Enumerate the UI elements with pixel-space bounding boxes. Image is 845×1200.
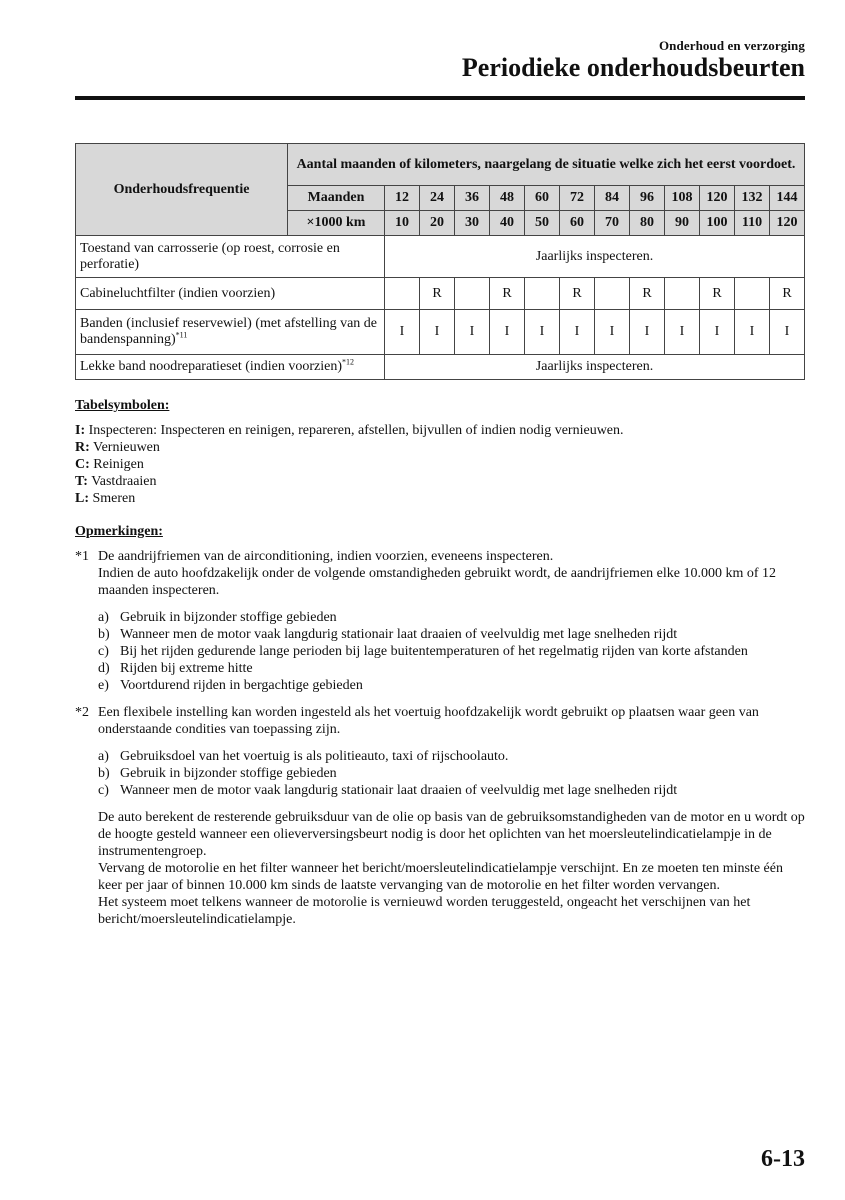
table-cell xyxy=(735,278,770,310)
row-label-banden: Banden (inclusief reservewiel) (met afstelling van de bandenspanning)$^{*11}$ xyxy=(76,310,385,355)
table-cell: I xyxy=(385,310,420,355)
months-cell: 72 xyxy=(560,186,595,211)
remark-2-para1: De auto berekent de resterende gebruiksduur van de olie op basis van de gebruiksomstandigheden van de motor en u wordt op de hoogte gesteld wanneer een olieverversingsbeurt nodig is door het oplichten van het moersleutelindicatielampje in de instrumentengroep. xyxy=(98,810,805,859)
remark-1-line2: Indien de auto hoofdzakelijk onder de volgende omstandigheden gebruikt wordt, de aandrijfriemen elke 10.000 km of 12 maanden inspecteren. xyxy=(98,566,777,598)
list-item: b) Gebruik in bijzonder stoffige gebieden xyxy=(98,766,337,781)
notes-section xyxy=(75,397,805,928)
list-item: d) Rijden bij extreme hitte xyxy=(98,661,253,676)
remark-2-line1: Een flexibele instelling kan worden ingesteld als het voertuig hoofdzakelijk wordt gebruikt op plaatsen waar geen van onderstaande condities van toepassing zijn. xyxy=(98,705,759,737)
months-cell: 24 xyxy=(420,186,455,211)
remark-2-mark: *2 xyxy=(75,705,89,720)
km-cell: 80 xyxy=(630,211,665,236)
table-cell: R xyxy=(700,278,735,310)
table-cell xyxy=(385,278,420,310)
remark-2-para3: Het systeem moet telkens wanneer de motorolie is vernieuwd worden teruggesteld, ongeacht het verschijnen van het bericht/moersleutelindicatielampje. xyxy=(98,895,751,927)
table-cell: I xyxy=(735,310,770,355)
list-item: c) Wanneer men de motor vaak langdurig stationair laat draaien of veelvuldig met lage snelheden rijdt xyxy=(98,783,678,798)
table-cell: R xyxy=(420,278,455,310)
list-item: c) Bij het rijden gedurende lange perioden bij lage buitentemperaturen of het regelmatig rijden van korte afstanden xyxy=(98,644,748,659)
months-cell: 144 xyxy=(770,186,805,211)
table-row xyxy=(76,236,805,278)
months-cell: 36 xyxy=(455,186,490,211)
table-cell xyxy=(595,278,630,310)
months-cell: 60 xyxy=(525,186,560,211)
symbol-item: R: Vernieuwen xyxy=(75,440,160,455)
remark-2-paragraphs xyxy=(75,809,805,928)
table-cell: I xyxy=(525,310,560,355)
section-label: Onderhoud en verzorging xyxy=(658,38,805,53)
km-cell: 40 xyxy=(490,211,525,236)
table-cell: I xyxy=(490,310,525,355)
table-cell: I xyxy=(420,310,455,355)
remark-2 xyxy=(75,704,805,738)
months-cell: 96 xyxy=(630,186,665,211)
table-cell: I xyxy=(630,310,665,355)
table-cell: I xyxy=(770,310,805,355)
page-title: Periodieke onderhoudsbeurten xyxy=(461,53,805,82)
list-item: e) Voortdurend rijden in bergachtige gebieden xyxy=(98,678,363,693)
row-label-carrosserie: Toestand van carrosserie (op roest, corrosie en perforatie) xyxy=(76,236,385,278)
table-cell: R xyxy=(770,278,805,310)
symbols-heading: Tabelsymbolen: xyxy=(75,398,170,413)
row-span-noodreparatieset: Jaarlijks inspecteren. xyxy=(385,355,805,380)
remark-1-list xyxy=(75,609,805,694)
km-cell: 70 xyxy=(595,211,630,236)
months-cell: 12 xyxy=(385,186,420,211)
table-cell: R xyxy=(630,278,665,310)
maintenance-schedule-table xyxy=(75,143,805,380)
table-cell: R xyxy=(490,278,525,310)
remark-2-list xyxy=(75,748,805,799)
km-cell: 110 xyxy=(735,211,770,236)
list-item: b) Wanneer men de motor vaak langdurig stationair laat draaien of veelvuldig met lage snelheden rijdt xyxy=(98,627,678,642)
table-cell xyxy=(665,278,700,310)
km-cell: 50 xyxy=(525,211,560,236)
row-label-cabinefilter: Cabineluchtfilter (indien voorzien) xyxy=(76,278,385,310)
table-corner-label: Onderhoudsfrequentie xyxy=(76,144,288,236)
months-cell: 108 xyxy=(665,186,700,211)
remark-1-mark: *1 xyxy=(75,549,89,564)
table-row xyxy=(76,355,805,380)
table-cell: I xyxy=(665,310,700,355)
list-item: a) Gebruik in bijzonder stoffige gebieden xyxy=(98,610,337,625)
row-label-noodreparatieset: Lekke band noodreparatieset (indien voorzien)$^{*12}$ xyxy=(76,355,385,380)
remark-1-line1: De aandrijfriemen van de airconditioning, indien voorzien, eveneens inspecteren. xyxy=(98,549,554,564)
table-cell: R xyxy=(560,278,595,310)
table-cell: I xyxy=(700,310,735,355)
km-cell: 120 xyxy=(770,211,805,236)
symbol-item: L: Smeren xyxy=(75,491,136,506)
months-cell: 48 xyxy=(490,186,525,211)
row-span-carrosserie: Jaarlijks inspecteren. xyxy=(385,236,805,278)
km-cell: 10 xyxy=(385,211,420,236)
km-cell: 20 xyxy=(420,211,455,236)
remarks-heading: Opmerkingen: xyxy=(75,524,163,539)
symbol-item: I: Inspecteren: Inspecteren en reinigen, repareren, afstellen, bijvullen of indien nodig vernieuwen. xyxy=(75,423,624,438)
km-cell: 90 xyxy=(665,211,700,236)
table-cell xyxy=(525,278,560,310)
months-cell: 120 xyxy=(700,186,735,211)
table-cell: I xyxy=(560,310,595,355)
table-cell: I xyxy=(455,310,490,355)
symbol-item: T: Vastdraaien xyxy=(75,474,157,489)
km-cell: 100 xyxy=(700,211,735,236)
months-cell: 132 xyxy=(735,186,770,211)
list-item: a) Gebruiksdoel van het voertuig is als politieauto, taxi of rijschoolauto. xyxy=(98,749,509,764)
page-number: 6-13 xyxy=(761,1146,805,1172)
km-cell: 30 xyxy=(455,211,490,236)
table-row xyxy=(76,310,805,355)
symbol-item: C: Reinigen xyxy=(75,457,144,472)
remark-1 xyxy=(75,548,805,599)
km-label: ×1000 km xyxy=(288,211,385,236)
remark-2-para2: Vervang de motorolie en het filter wanneer het bericht/moersleutelindicatielampje verschijnt. En ze moeten ten minste één keer per jaar of binnen 10.000 km sinds de laatste vervanging van de motorolie en het filter worden vervangen. xyxy=(98,861,783,893)
months-cell: 84 xyxy=(595,186,630,211)
table-cell xyxy=(455,278,490,310)
table-row xyxy=(76,278,805,310)
months-label: Maanden xyxy=(288,186,385,211)
km-cell: 60 xyxy=(560,211,595,236)
table-cell: I xyxy=(595,310,630,355)
table-top-header: Aantal maanden of kilometers, naargelang de situatie welke zich het eerst voordoet. xyxy=(288,144,805,186)
title-rule xyxy=(75,96,805,100)
